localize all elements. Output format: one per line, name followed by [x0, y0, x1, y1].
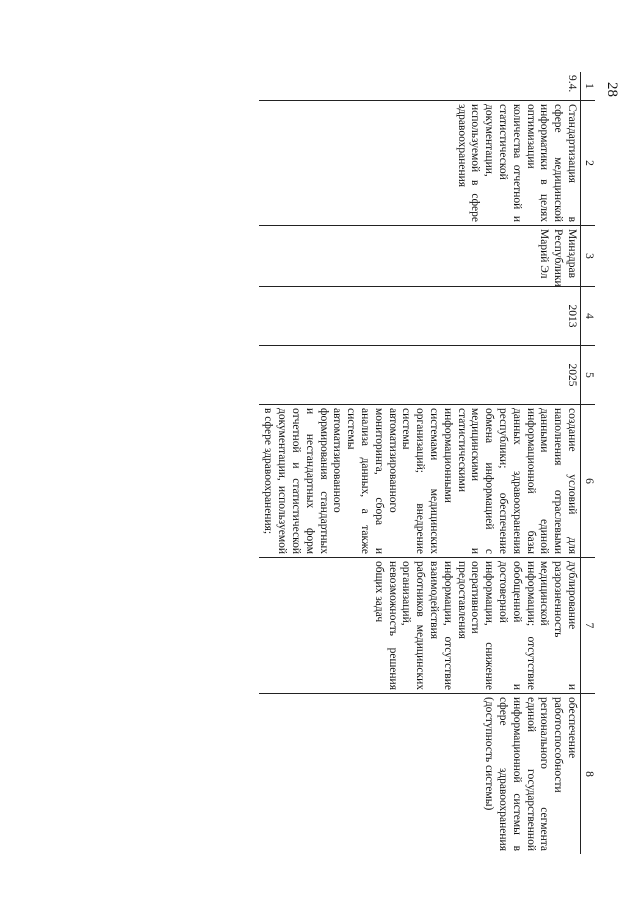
table-row [259, 72, 581, 854]
header-col-7: 7 [581, 558, 596, 694]
row-number: 9.4. [566, 75, 578, 93]
measure-name: Стандартизация в сфере медицинской информатики в целях оптимизации количества отчетной и статистической документации, используемой в сфере здравоохранения [259, 101, 581, 226]
non-implementation-consequences: дублирование и разрозненность медицинской информации; отсутствие обобщенной и достоверной информации, снижение оперативности предоставления информации, отсутствие взаимодействия работников медицинских организаций, невозможность решения общих задач [259, 558, 581, 694]
start-year: 2013 [259, 287, 581, 346]
expected-result: создание условий для наполнения отраслевыми данными единой информационной базы данных здравоохранения республики; обеспечение обмена информацией с медицинскими и статистическими информационными системами медицинских организаций; внедрение системы автоматизированного мониторинга, сбора и анализа данных, а также системы автоматизированного формирования стандартных и нестандартных форм отчетной и статистической документации, используемой в сфере здравоохранения; [259, 405, 581, 558]
header-col-6: 6 [581, 405, 596, 558]
rotated-table-page [135, 72, 595, 851]
header-col-4: 4 [581, 287, 596, 346]
header-col-2: 2 [581, 101, 596, 226]
program-table [259, 72, 595, 854]
indicator-link: обеспечение работоспособности регионального сегмента единой государственной информационной системы в сфере здравоохранения (доступность системы) [259, 694, 581, 855]
end-year: 2025 [259, 346, 581, 405]
page-number: 28 [604, 82, 620, 97]
header-col-3: 3 [581, 226, 596, 287]
header-col-1: 1 [581, 72, 596, 101]
executor: Минздрав Республики Марий Эл [259, 226, 581, 287]
header-col-8: 8 [581, 694, 596, 855]
header-col-5: 5 [581, 346, 596, 405]
header-row [581, 72, 596, 854]
